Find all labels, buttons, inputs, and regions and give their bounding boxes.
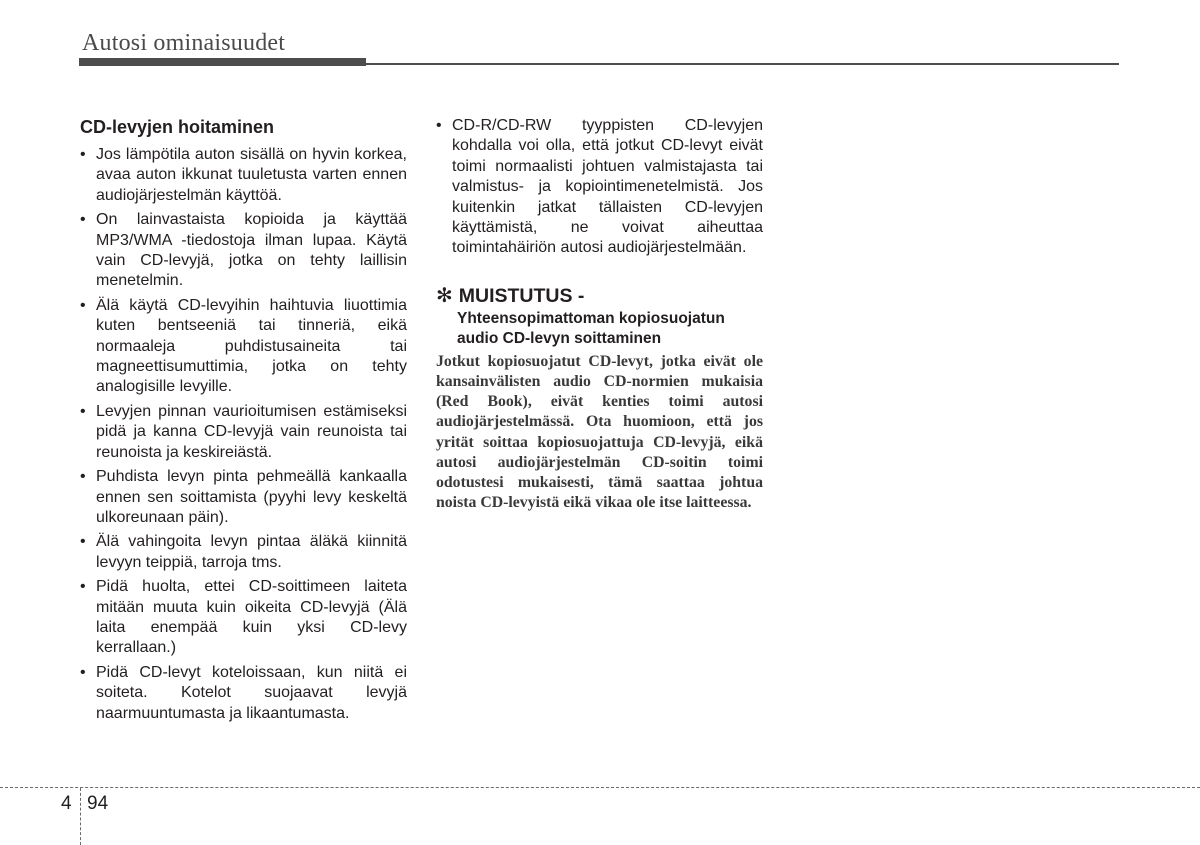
- list-item-text: Jos lämpötila auton sisällä on hyvin korkea, avaa auton ikkunat tuuletusta varten ennen audiojärjestelmän käyttöä.: [96, 146, 407, 204]
- list-item: [80, 577, 407, 659]
- bullet-icon: •: [80, 296, 86, 314]
- bullet-icon: •: [80, 533, 86, 551]
- list-item: [80, 532, 407, 573]
- list-item-text: Älä vahingoita levyn pintaa äläkä kiinnitä levyyn teippiä, tarroja tms.: [96, 533, 407, 571]
- bullet-icon: •: [80, 578, 86, 596]
- list-item-text: Levyjen pinnan vaurioitumisen estämiseksi pidä ja kanna CD-levyjä vain reunoista tai reunoista ja keskireiästä.: [96, 402, 407, 461]
- list-item-text: Pidä CD-levyt koteloissaan, kun niitä ei soiteta. Kotelot suojaavat levyjä naarmuuntumasta ja likaantumasta.: [96, 663, 407, 722]
- page-header-title: Autosi ominaisuudet: [82, 30, 286, 56]
- list-item: [80, 663, 407, 724]
- right-column: [436, 116, 763, 513]
- note-body: Jotkut kopiosuojatut CD-levyt, jotka eivät ole kansainvälisten audio CD-normien mukaisia (Red Book), eivät kenties toimi autosi audiojärjestelmässä. Ota huomioon, että jos yrität soittaa kopiosuojattuja CD-levyjä, eikä autosi audiojärjestelmän CD-soitin toimi odotustesi mukaisesti, tämä saattaa johtua noista CD-levyistä eikä vikaa ole itse laitteessa.: [436, 352, 763, 512]
- list-item: [80, 296, 407, 398]
- left-column: [80, 116, 407, 728]
- bullet-icon: •: [80, 468, 86, 486]
- list-item-text: Pidä huolta, ettei CD-soittimeen laiteta mitään muuta kuin oikeita CD-levyjä (Älä laita enempää kuin yksi CD-levy kerrallaan.): [96, 578, 407, 657]
- bullet-icon: •: [436, 117, 442, 134]
- bullet-icon: •: [80, 146, 86, 163]
- note-subtitle: Yhteensopimattoman kopiosuojatun audio CD-levyn soittaminen: [457, 309, 725, 347]
- list-item-text: Puhdista levyn pinta pehmeällä kankaalla ennen sen soittamista (pyyhi levy keskeltä ulkoreunaan päin).: [96, 468, 407, 526]
- list-item-text: CD-R/CD-RW tyyppisten CD-levyjen kohdalla voi olla, että jotkut CD-levyt eivät toimi normaalisti johtuen valmistajasta tai valmistus- ja kopiointimenetelmistä. Jos kuitenkin jatkat tällaisten CD-levyjen käyttämistä, ne voivat aiheuttaa toimintahäiriön autosi audiojärjestelmään.: [452, 117, 763, 257]
- bullet-icon: •: [80, 402, 86, 420]
- cd-r-note-list: [436, 116, 763, 259]
- footer-vertical-divider: [80, 788, 81, 845]
- list-item: [80, 210, 407, 292]
- chapter-number: 4: [61, 793, 72, 814]
- footer-divider: [0, 787, 1200, 788]
- bullet-icon: •: [80, 211, 86, 229]
- list-item: [80, 145, 407, 206]
- header-rule-thin: [366, 63, 1119, 65]
- list-item: [80, 402, 407, 463]
- header-rule-thick: [79, 58, 366, 66]
- list-item-text: Älä käytä CD-levyihin haihtuvia liuottimia kuten bentseeniä tai tinneriä, eikä normaaleja puhdistusaineita tai magneettisumuttimia, jotka on tehty analogisille levyille.: [96, 296, 407, 396]
- note-title: [436, 285, 763, 308]
- note-title-text: MUISTUTUS -: [458, 284, 585, 307]
- list-item-text: On lainvastaista kopioida ja käyttää MP3/WMA -tiedostoja ilman lupaa. Käytä vain CD-levyjä, jotka on tehty laillisin menetelmin.: [96, 211, 407, 290]
- page-number: 94: [87, 793, 109, 814]
- list-item: [436, 116, 763, 259]
- bullet-icon: •: [80, 663, 86, 681]
- section-heading: CD-levyjen hoitaminen: [80, 117, 275, 137]
- care-instructions-list: [80, 145, 407, 724]
- list-item: [80, 467, 407, 528]
- asterisk-icon: ✻: [436, 284, 453, 307]
